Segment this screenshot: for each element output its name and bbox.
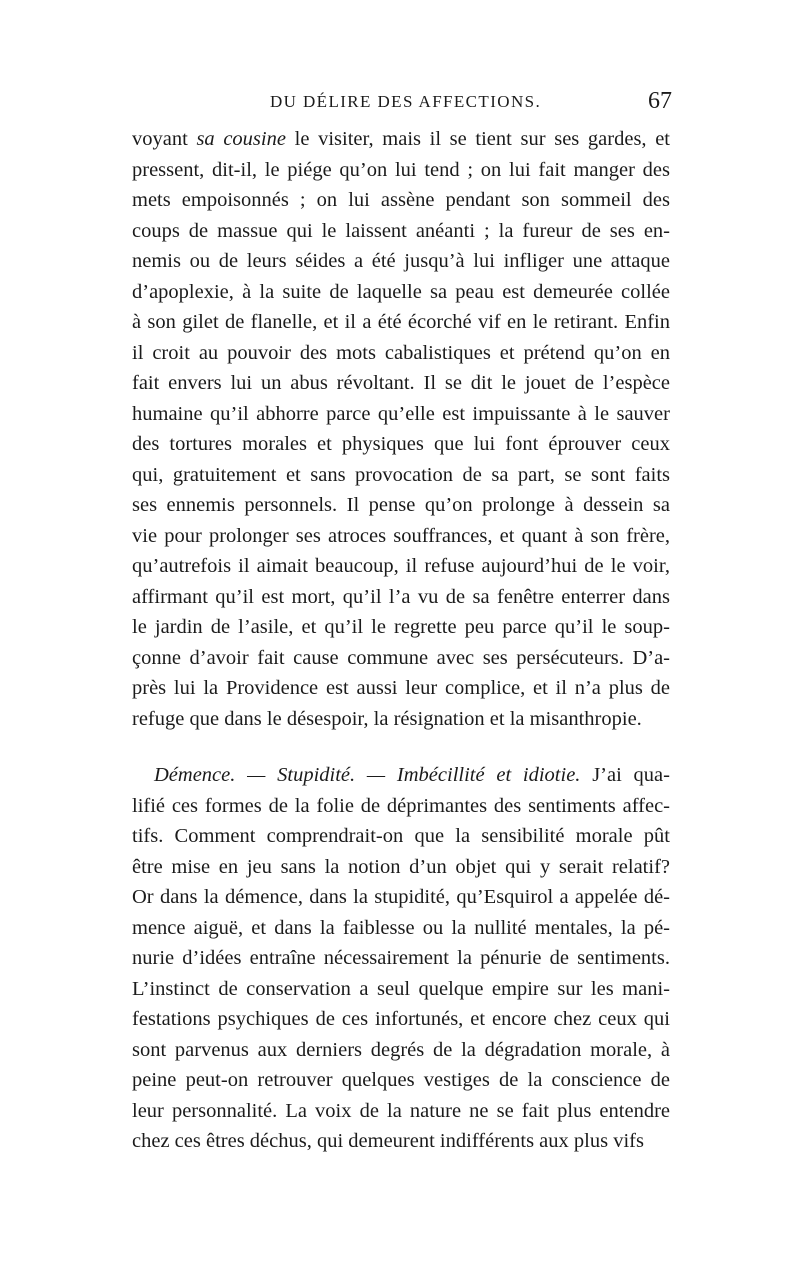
text-line: fait envers lui un abus révoltant. Il se dit le jouet de l’espèce — [132, 372, 670, 394]
paragraph-delusion-case — [132, 124, 670, 734]
text-line: çonne d’avoir fait cause commune avec ses persécuteurs. D’a- — [132, 646, 670, 669]
text-line — [132, 124, 670, 155]
body-text — [132, 124, 670, 1157]
text-line: être mise en jeu sans la notion d’un objet qui y serait relatif? — [132, 855, 670, 878]
text-line: pressent, dit-il, le piége qu’on lui tend ; on lui fait manger des — [132, 158, 670, 181]
text-line: vie pour prolonger ses atroces souffrances, et quant à son frère, — [132, 524, 670, 547]
text-line: il croit au pouvoir des mots cabalistiques et prétend qu’on en — [132, 341, 670, 364]
text-line: affirmant qu’il est mort, qu’il l’a vu de sa fenêtre enterrer dans — [132, 585, 670, 608]
text-span: voyant — [132, 128, 197, 150]
text-line: festations psychiques de ces infortunés, et encore chez ceux qui — [132, 1008, 670, 1030]
running-header — [132, 88, 672, 122]
text-line: coups de massue qui le laissent anéanti ; la fureur de ses en- — [132, 219, 670, 242]
text-line — [132, 760, 670, 791]
text-line: nemis ou de leurs séides a été jusqu’à lui infliger une attaque — [132, 250, 670, 272]
section-heading-italic: Démence. — Stupidité. — Imbécillité et idiotie. — [154, 764, 581, 786]
text-line: tifs. Comment comprendrait-on que la sensibilité morale pût — [132, 825, 670, 847]
text-line: mence aiguë, et dans la faiblesse ou la nullité mentales, la pé- — [132, 916, 670, 939]
text-line: des tortures morales et physiques que lui font éprouver ceux — [132, 433, 670, 455]
text-span: J’ai qua- — [580, 764, 670, 786]
italic-phrase: sa cousine — [196, 128, 286, 150]
text-line: peine peut-on retrouver quelques vestiges de la conscience de — [132, 1069, 670, 1091]
text-line: ses ennemis personnels. Il pense qu’on prolonge à dessein sa — [132, 494, 670, 516]
text-line: qui, gratuitement et sans provocation de sa part, se sont faits — [132, 463, 670, 486]
text-line: Or dans la démence, dans la stupidité, qu’Esquirol a appelée dé- — [132, 886, 670, 908]
paragraph-dementia — [132, 760, 670, 1157]
text-line: à son gilet de flanelle, et il a été écorché vif en le retirant. Enfin — [132, 311, 670, 333]
text-line: L’instinct de conservation a seul quelque empire sur les mani- — [132, 977, 670, 1000]
text-span: le visiter, mais il se tient sur ses gardes, et — [294, 128, 670, 150]
text-line: sont parvenus aux derniers degrés de la dégradation morale, à — [132, 1038, 670, 1061]
text-line: le jardin de l’asile, et qu’il le regrette peu parce qu’il le soup- — [132, 616, 670, 638]
page-number: 67 — [648, 88, 672, 114]
text-line: chez ces êtres déchus, qui demeurent indifférents aux plus vifs — [132, 1130, 644, 1152]
text-line: leur personnalité. La voix de la nature ne se fait plus entendre — [132, 1099, 670, 1122]
text-line: lifié ces formes de la folie de déprimantes des sentiments affec- — [132, 794, 670, 817]
text-line: mets empoisonnés ; on lui assène pendant son sommeil des — [132, 189, 670, 211]
text-line: refuge que dans le désespoir, la résignation et la misanthropie. — [132, 707, 642, 730]
text-line: nurie d’idées entraîne nécessairement la pénurie de sentiments. — [132, 947, 670, 969]
text-line: qu’autrefois il aimait beaucoup, il refuse aujourd’hui de le voir, — [132, 555, 670, 577]
text-line: d’apoplexie, à la suite de laquelle sa peau est demeurée collée — [132, 280, 670, 303]
text-line: humaine qu’il abhorre parce qu’elle est impuissante à le sauver — [132, 402, 670, 425]
running-title: DU DÉLIRE DES AFFECTIONS. — [270, 92, 542, 111]
paragraph-gap — [132, 734, 670, 760]
text-line: près lui la Providence est aussi leur complice, et il n’a plus de — [132, 677, 670, 699]
